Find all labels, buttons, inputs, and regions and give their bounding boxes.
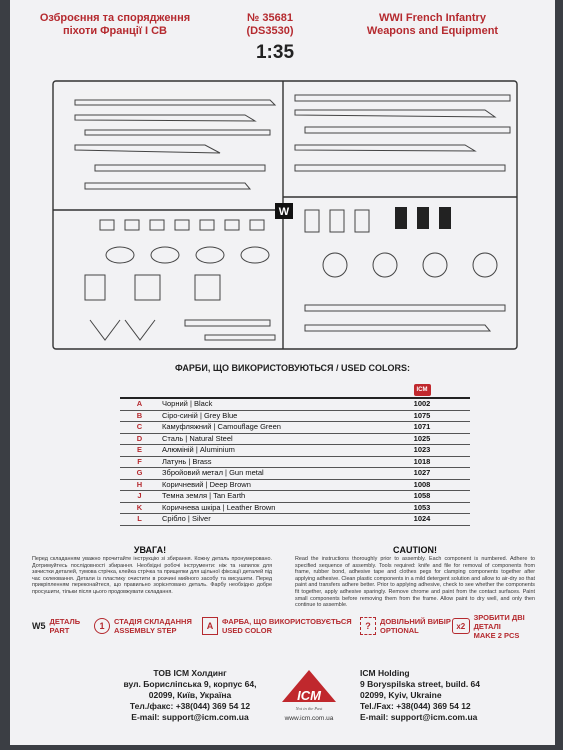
address-ua-line: 02099, Київ, Україна bbox=[148, 690, 232, 700]
small-part bbox=[200, 220, 214, 230]
optional-box-icon: ? bbox=[360, 617, 376, 635]
color-code: 1018 bbox=[374, 456, 470, 468]
logo-url: www.icm.com.ua bbox=[284, 715, 334, 722]
logo-subtitle: Not in the Past bbox=[295, 706, 323, 711]
title-en-line1: WWI French Infantry bbox=[379, 12, 486, 24]
kit-number-main: № 35681 bbox=[247, 12, 293, 24]
magazine-part bbox=[305, 210, 319, 232]
color-name: Латунь | Brass bbox=[159, 456, 374, 468]
color-name: Сталь | Natural Steel bbox=[159, 433, 374, 445]
address-en-line: ICM Holding bbox=[360, 668, 410, 678]
x2-icon: x2 bbox=[452, 618, 470, 634]
color-row bbox=[120, 398, 470, 410]
color-row bbox=[120, 468, 470, 480]
mess-tin-part bbox=[323, 253, 347, 277]
legend-step-en: ASSEMBLY STEP bbox=[114, 626, 177, 635]
rifle-part bbox=[305, 305, 505, 311]
color-code: 1025 bbox=[374, 433, 470, 445]
title-ukrainian bbox=[20, 12, 210, 38]
rifle-part bbox=[295, 95, 510, 101]
color-letter: E bbox=[120, 445, 159, 457]
color-name: Камуфляжний | Camouflage Green bbox=[159, 422, 374, 434]
color-row bbox=[120, 445, 470, 457]
legend-part bbox=[32, 612, 80, 640]
small-part bbox=[100, 220, 114, 230]
small-part bbox=[225, 220, 239, 230]
colors-table bbox=[120, 383, 470, 526]
legend-make-ua: ЗРОБИТИ ДВІ ДЕТАЛІ bbox=[473, 612, 525, 631]
color-name: Сіро-синій | Grey Blue bbox=[159, 410, 374, 422]
color-name: Коричнева шкіра | Leather Brown bbox=[159, 502, 374, 514]
color-name: Алюміній | Aluminium bbox=[159, 445, 374, 457]
title-ua-line1: Озброєння та спорядження bbox=[39, 12, 191, 24]
icm-color-logo: ICM bbox=[414, 384, 431, 396]
strap-part bbox=[90, 320, 120, 340]
title-english bbox=[345, 12, 520, 38]
rifle-part bbox=[185, 320, 270, 326]
used-colors-title: ФАРБИ, ЩО ВИКОРИСТОВУЮТЬСЯ / USED COLORS: bbox=[174, 363, 411, 373]
legend-part-en: PART bbox=[49, 626, 70, 635]
small-part bbox=[125, 220, 139, 230]
color-letter: A bbox=[120, 398, 159, 410]
color-code: 1058 bbox=[374, 491, 470, 503]
sprue-label: W bbox=[278, 206, 290, 218]
legend-color bbox=[202, 612, 352, 640]
legend-optional-en: OPTIONAL bbox=[380, 626, 419, 635]
color-row bbox=[120, 514, 470, 526]
legend-color-en: USED COLOR bbox=[222, 626, 273, 635]
rifle-part bbox=[75, 100, 275, 105]
color-row bbox=[120, 479, 470, 491]
small-part bbox=[150, 220, 164, 230]
instruction-sheet bbox=[10, 0, 555, 745]
rifle-part bbox=[85, 183, 250, 189]
rifle-part bbox=[305, 325, 490, 331]
address-ua-line: вул. Борисліпська 9, корпус 64, bbox=[123, 679, 257, 689]
color-letter: F bbox=[120, 456, 159, 468]
color-code: 1071 bbox=[374, 422, 470, 434]
color-letter: H bbox=[120, 479, 159, 491]
legend-make-en: MAKE 2 PCS bbox=[473, 630, 520, 640]
legend-optional-ua: ДОВІЛЬНИЙ ВИБІР bbox=[380, 617, 451, 626]
color-code: 1053 bbox=[374, 502, 470, 514]
rifle-part bbox=[85, 130, 270, 135]
color-letter: B bbox=[120, 410, 159, 422]
address-ua-line: E-mail: support@icm.com.ua bbox=[131, 712, 249, 722]
rifle-part bbox=[295, 110, 495, 117]
icm-logo bbox=[278, 668, 340, 722]
kit-number bbox=[225, 12, 315, 38]
color-row bbox=[120, 433, 470, 445]
box-part bbox=[135, 275, 160, 300]
rifle-part bbox=[295, 145, 475, 151]
pouch-part bbox=[196, 247, 224, 263]
legend-step-ua: СТАДІЯ СКЛАДАННЯ bbox=[114, 617, 192, 626]
color-code: 1027 bbox=[374, 468, 470, 480]
small-part bbox=[250, 220, 264, 230]
color-letter: C bbox=[120, 422, 159, 434]
rifle-part bbox=[75, 145, 220, 153]
legend-color-ua: ФАРБА, ЩО ВИКОРИСТОВУЄТЬСЯ bbox=[222, 617, 352, 626]
color-row bbox=[120, 456, 470, 468]
rifle-part bbox=[205, 335, 275, 340]
symbol-legend bbox=[32, 612, 552, 640]
address-en-line: Tel./Fax: +38(044) 369 54 12 bbox=[360, 701, 471, 711]
rifle-part bbox=[75, 115, 255, 121]
color-code: 1008 bbox=[374, 479, 470, 491]
pouch-part bbox=[151, 247, 179, 263]
address-en-line: 9 Boryspilska street, build. 64 bbox=[360, 679, 480, 689]
footer bbox=[20, 660, 563, 730]
pouch-part bbox=[241, 247, 269, 263]
color-row bbox=[120, 422, 470, 434]
address-ua-line: ТОВ ICM Холдинг bbox=[153, 668, 227, 678]
warning-title-ua: УВАГА! bbox=[133, 545, 167, 555]
sprue-diagram bbox=[45, 75, 525, 355]
strap-part bbox=[125, 320, 155, 340]
color-name: Збройовий метал | Gun metal bbox=[159, 468, 374, 480]
part-code: W5 bbox=[32, 621, 46, 631]
dark-part bbox=[395, 207, 407, 229]
color-name: Срібло | Silver bbox=[159, 514, 374, 526]
color-letter: L bbox=[120, 514, 159, 526]
step-circle-icon: 1 bbox=[94, 618, 110, 634]
address-en bbox=[360, 668, 550, 723]
color-letter: G bbox=[120, 468, 159, 480]
dark-part bbox=[417, 207, 429, 229]
warning-text-ua: Перед складанням уважно прочитайте інструкцію зі збирання. Кожну деталь пронумеровано. Дотримуйтесь послідовності збирання. Необхідні робочі інструменти: ніж та напилок для зачистки деталей, тумова стрічка, клейка стрічка та прищепки для щільної фіксації деталей під час склеювання. Детали із пластику очистити в розчині мийного засобу та висушити. Перед прикріпленням переконайтеся, що правильно зорієнтовано деталь. Фарбу необхідно добре просушити, тільки після цього продовжувати складання. bbox=[32, 556, 272, 595]
scale-label: 1:35 bbox=[255, 42, 295, 63]
color-row bbox=[120, 491, 470, 503]
colors-table-header bbox=[120, 383, 470, 398]
legend-optional bbox=[360, 612, 451, 640]
color-letter: D bbox=[120, 433, 159, 445]
address-ua bbox=[105, 668, 275, 723]
address-ua-line: Тел./факс: +38(044) 369 54 12 bbox=[129, 701, 251, 711]
pouch-part bbox=[106, 247, 134, 263]
warning-title-en: CAUTION! bbox=[393, 545, 437, 555]
dark-part bbox=[439, 207, 451, 229]
color-code: 1023 bbox=[374, 445, 470, 457]
title-ua-line2: піхоти Франції I СВ bbox=[62, 25, 168, 37]
rifle-part bbox=[305, 127, 510, 133]
title-en-line2: Weapons and Equipment bbox=[366, 25, 499, 37]
logo-text: ICM bbox=[297, 688, 321, 703]
legend-make-two bbox=[452, 612, 552, 640]
warning-text-en: Read the instructions thoroughly prior to assembly. Each component is numbered. Adhere to specified sequence of assembly. Tools required: knife and file for removal of components from frame, rubber bond, adhesive tape and clothes pegs for clamping components together after applying adhesive. Clean plastic components in a mild detergent solution and allow to air-dry so that paint and transfers adhere better. Prior to applying adhesive, check to see whether the components fit together, apply adhesive sparingly. Remove chrome and paint from the contact surfaces. Paint small components before removing them from the frame. Allow paint to dry well, and only then continue to assemble. bbox=[295, 556, 535, 609]
mess-tin-part bbox=[373, 253, 397, 277]
color-row bbox=[120, 502, 470, 514]
color-code: 1075 bbox=[374, 410, 470, 422]
magazine-part bbox=[330, 210, 344, 232]
address-en-line: E-mail: support@icm.com.ua bbox=[360, 712, 478, 722]
mess-tin-part bbox=[473, 253, 497, 277]
rifle-part bbox=[295, 165, 505, 171]
legend-step bbox=[94, 612, 192, 640]
address-en-line: 02099, Kyiv, Ukraine bbox=[360, 690, 442, 700]
color-name: Коричневий | Deep Brown bbox=[159, 479, 374, 491]
box-part bbox=[195, 275, 220, 300]
mess-tin-part bbox=[423, 253, 447, 277]
small-part bbox=[175, 220, 189, 230]
color-letter: K bbox=[120, 502, 159, 514]
rifle-part bbox=[95, 165, 265, 171]
kit-number-alt: (DS3530) bbox=[246, 25, 294, 37]
box-part bbox=[85, 275, 105, 300]
color-row bbox=[120, 410, 470, 422]
color-name: Темна земля | Tan Earth bbox=[159, 491, 374, 503]
magazine-part bbox=[355, 210, 369, 232]
legend-part-ua: ДЕТАЛЬ bbox=[49, 617, 81, 626]
color-code: 1002 bbox=[374, 398, 470, 410]
color-letter: J bbox=[120, 491, 159, 503]
color-code: 1024 bbox=[374, 514, 470, 526]
color-name: Чорний | Black bbox=[159, 398, 374, 410]
color-box-icon: A bbox=[202, 617, 218, 635]
